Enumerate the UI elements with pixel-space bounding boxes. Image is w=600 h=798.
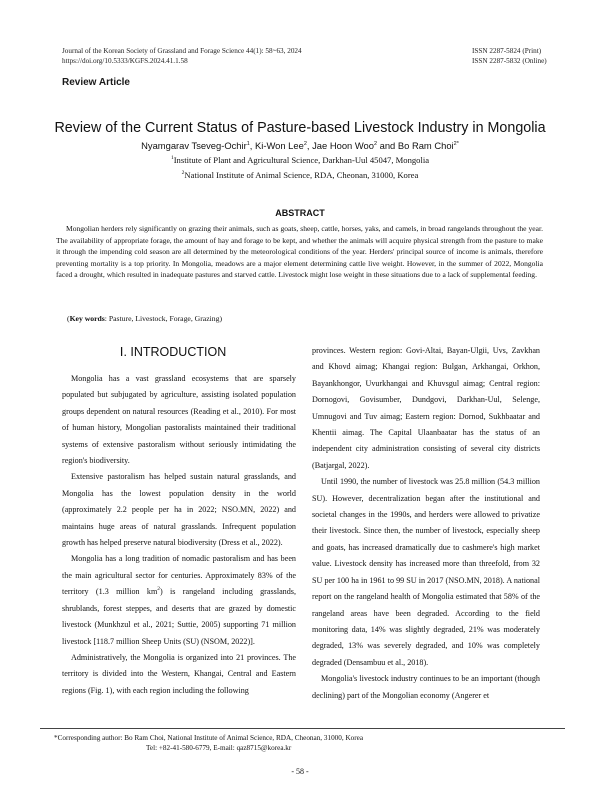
journal-citation	[62, 47, 302, 66]
section-heading-introduction: Ⅰ. INTRODUCTION	[119, 345, 227, 359]
contact-info: Tel: +82-41-580-6779, E-mail: qaz8715@korea.kr	[146, 744, 292, 752]
author-name: Jae Hoon Woo	[312, 140, 374, 151]
footnote-divider	[40, 728, 565, 729]
keywords-list: Pasture, Livestock, Forage, Grazing	[108, 314, 220, 323]
paragraph: Administratively, the Mongolia is organized into 21 provinces. The territory is divided into the Western, Khangai, Central and Eastern regions (Fig. 1), with each region including the following	[62, 652, 296, 695]
author-affil-mark: 2	[303, 141, 307, 147]
author-name: Nyamgarav Tseveg-Ochir	[141, 140, 247, 151]
author-list: Nyamgarav Tseveg-Ochir$^1$, Ki-Won Lee$^2$, Jae Hoon Woo$^2$ and Bo Ram Choi$^{2*}$	[141, 140, 459, 151]
keywords-label: Key words	[69, 314, 105, 323]
paragraph: Mongolia has a vast grassland ecosystems that are sparsely populated but subjugated by agriculture, assisting isolated population groups dependent on natural resources (Reading et al., 2010). For most of human history, Mongolian pastoralists maintained their traditional systems of extensive pastoralism without seriously intimidating the region's biodiversity.	[62, 374, 296, 466]
abstract-text: Mongolian herders rely significantly on grazing their animals, such as goats, sheep, cattle, horses, yaks, and camels, in broad rangelands throughout the year. The availability of appropriate forage, the amount of hay and forage to be kept, and whether the animals will acquire physical strength from the pasture to make it through the impending cold season are all determined by the meteorological conditions of the year. Herders' principal source of income is animals, therefore preventing mortality is a top priority. In Mongolia, meadows are a major element determining cattle live weight. However, in the summer of 2022, Mongolia faced a drought, which resulted in inadequate pastures and starved cattle. Livestock might lose weight in these situations due to a lack of supplemental feeding.	[56, 224, 543, 280]
paragraph: Extensive pastoralism has helped sustain natural grasslands, and Mongolia has the lowest population density in the world (approximately 2.2 people per ha in 2022; NSO.MN, 2022) and maintains huge areas of natural grasslands. Infrequent population growth has helped preserve natural biodiversity (Dress et al., 2022).	[62, 472, 296, 548]
author-name: Bo Ram Choi	[397, 140, 454, 151]
issn-online: ISSN 2287-5832 (Online)	[472, 56, 547, 65]
author-affil-mark: 2*	[453, 141, 459, 147]
right-column	[312, 343, 540, 704]
issn-block	[472, 47, 547, 66]
abstract-heading: ABSTRACT	[275, 208, 325, 218]
left-column	[62, 371, 296, 699]
paragraph: Until 1990, the number of livestock was 25.8 million (54.3 million SU). However, decentralization began after the institutional and societal changes in the 1990s, and herders were allowed to privatize their livestock. Since then, the number of livestock, especially sheep and goats, has increased dramatically due to cashmere's high market value. Livestock density has increased more than threefold, from 32 SU per 100 ha in 1961 to 99 SU in 2017 (NSO.MN, 2018). A national report on the rangeland health of Mongolia estimated that 58% of the rangeland areas have been degraded. According to the field monitoring data, 14% was slightly degraded, 21% was moderately degraded, 13% was severely degraded, and 10% was completely degraded (Densambuu et al., 2018).	[312, 477, 540, 667]
affiliation-2: $^2$National Institute of Animal Science, RDA, Cheonan, 31000, Korea	[181, 170, 419, 180]
paragraph: Mongolia has a long tradition of nomadic pastoralism and has been the main agricultural sector for centuries. Approximately 83% of the territory (1.3 million $km^2$) is rangeland including grasslands, shrublands, forest steppes, and deserts that are grazed by domestic livestock (Munkhzul et al., 2021; Suttie, 2005) supporting 71 million livestock [118.7 million Sheep Units (SU) (NSOM, 2022)].	[62, 554, 297, 646]
affiliation-1: $^1$Institute of Plant and Agricultural Science, Darkhan-Uul 45047, Mongolia	[170, 155, 430, 165]
corresponding-author-note: *Corresponding author: Bo Ram Choi, National Institute of Animal Science, RDA, Cheonan, 31000, Korea	[54, 734, 364, 742]
paragraph: Mongolia's livestock industry continues to be an important (though declining) part of the Mongolian economy (Angerer et	[312, 674, 540, 700]
paragraph: provinces. Western region: Govi-Altai, Bayan-Ulgii, Uvs, Zavkhan and Khovd aimag; Khangai region: Bulgan, Arkhangai, Orkhon, Bayankhongor, Uvurkhangai and Khuvsgul aimag; Central region: Dornogovi, Govisumber, Dundgovi, Darkhan-Uul, Selenge, Umnugovi and Tuv aimag; Eastern region: Dornod, Sukhbaatar and Khentii aimag. The Capital Ulaanbaatar has the status of an independent city administration consisting of several city districts (Batjargal, 2022).	[312, 346, 540, 470]
journal-name-line: Journal of the Korean Society of Grassland and Forage Science 44(1): 58~63, 2024	[62, 47, 302, 55]
author-name: Ki-Won Lee	[255, 140, 304, 151]
author-affil-mark: 1	[246, 141, 250, 147]
article-type: Review Article	[62, 77, 130, 88]
keywords: (Key words: Pasture, Livestock, Forage, Grazing)	[67, 314, 223, 323]
page-number: - 58 -	[291, 767, 309, 776]
doi-link[interactable]: https://doi.org/10.5333/KGFS.2024.41.1.58	[62, 56, 188, 65]
issn-print: ISSN 2287-5824 (Print)	[472, 47, 542, 55]
paper-title: Review of the Current Status of Pasture-based Livestock Industry in Mongolia	[54, 120, 546, 136]
author-affil-mark: 2	[373, 141, 378, 147]
